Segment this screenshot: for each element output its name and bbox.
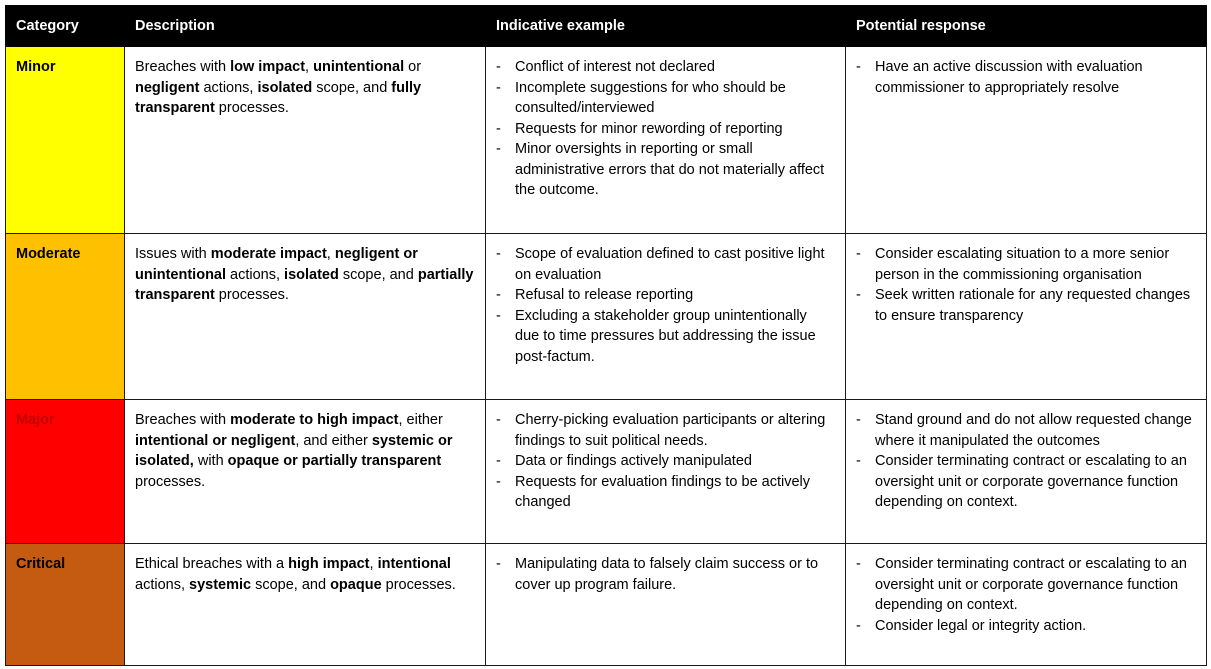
example-list [496, 554, 835, 595]
response-item: - Consider terminating contract or escalating to an oversight unit or corporate governance function depending on context. [856, 451, 1196, 513]
description-emphasis: intentional [377, 556, 451, 572]
description-emphasis: negligent or unintentional [135, 246, 418, 283]
description-emphasis: low impact [230, 59, 306, 75]
example-cell [486, 400, 846, 544]
description-run: , either [398, 412, 443, 428]
response-list [856, 57, 1196, 98]
table-row-minor [6, 47, 1207, 234]
description-cell [125, 47, 486, 234]
description-text [135, 556, 456, 593]
example-item: - Refusal to release reporting [496, 285, 835, 306]
response-cell [846, 544, 1207, 666]
example-item: - Manipulating data to falsely claim success or to cover up program failure. [496, 554, 835, 595]
header-example: Indicative example [486, 6, 846, 47]
description-run: actions, [226, 266, 285, 283]
response-item: - Stand ground and do not allow requested change where it manipulated the outcomes [856, 410, 1196, 451]
response-cell [846, 47, 1207, 234]
description-cell [125, 400, 486, 544]
ethics-breach-table-container [5, 5, 1206, 663]
description-emphasis: moderate to high impact [230, 412, 399, 428]
description-run: scope, and [338, 266, 418, 283]
table-row-major [6, 400, 1207, 544]
response-item: - Have an active discussion with evaluation commissioner to appropriately resolve [856, 57, 1196, 98]
example-item: - Minor oversights in reporting or small administrative errors that do not materially affect the outcome. [496, 139, 835, 201]
description-run: with [193, 453, 228, 469]
header-category: Category [6, 6, 125, 47]
description-run: scope, and [251, 576, 331, 593]
response-item: - Seek written rationale for any requested changes to ensure transparency [856, 285, 1196, 326]
description-emphasis: negligent [135, 79, 200, 96]
example-cell [486, 234, 846, 400]
description-run: Breaches with [135, 412, 231, 428]
description-run: , [305, 59, 314, 75]
description-run: , [326, 246, 335, 262]
response-item: - Consider terminating contract or escalating to an oversight unit or corporate governance function depending on context. [856, 554, 1196, 616]
description-emphasis: fully transparent [135, 79, 422, 116]
description-run: processes. [214, 287, 289, 303]
description-run: Issues with [135, 246, 211, 262]
example-list [496, 410, 835, 513]
header-response: Potential response [846, 6, 1207, 47]
example-cell [486, 544, 846, 666]
response-item: - Consider legal or integrity action. [856, 616, 1196, 637]
description-run: , and either [295, 432, 372, 449]
example-item: - Excluding a stakeholder group unintentionally due to time pressures but addressing the issue post-factum. [496, 306, 835, 368]
description-run: processes. [135, 473, 206, 490]
description-emphasis: unintentional [313, 59, 405, 75]
example-item: - Requests for minor rewording of reporting [496, 119, 835, 140]
description-run: Ethical breaches with a [135, 556, 289, 572]
description-emphasis: opaque [330, 576, 382, 593]
category-cell-major: Major [6, 400, 125, 544]
description-emphasis: partially transparent [135, 266, 474, 303]
description-emphasis: isolated [284, 266, 339, 283]
response-cell [846, 400, 1207, 544]
description-run: or [404, 59, 422, 75]
description-cell [125, 234, 486, 400]
ethics-breach-table [5, 5, 1207, 666]
description-emphasis: systemic [189, 576, 252, 593]
description-text [135, 246, 473, 303]
description-text [135, 412, 453, 490]
description-run: processes. [381, 576, 456, 593]
response-list [856, 244, 1196, 326]
description-emphasis: high impact [288, 556, 370, 572]
description-emphasis: isolated [257, 79, 313, 96]
description-run: actions, [135, 576, 189, 593]
description-cell [125, 544, 486, 666]
example-item: - Incomplete suggestions for who should be consulted/interviewed [496, 78, 835, 119]
description-run: actions, [199, 79, 258, 96]
example-list [496, 244, 835, 367]
example-item: - Requests for evaluation findings to be actively changed [496, 472, 835, 513]
category-cell-critical: Critical [6, 544, 125, 666]
category-cell-minor: Minor [6, 47, 125, 234]
response-list [856, 410, 1196, 513]
description-run: , [369, 556, 378, 572]
description-run: Breaches with [135, 59, 231, 75]
response-item: - Consider escalating situation to a more senior person in the commissioning organisation [856, 244, 1196, 285]
response-list [856, 554, 1196, 636]
description-emphasis: moderate impact [210, 246, 327, 262]
example-cell [486, 47, 846, 234]
description-text [135, 59, 421, 116]
header-description: Description [125, 6, 486, 47]
example-item: - Cherry-picking evaluation participants or altering findings to suit political needs. [496, 410, 835, 451]
table-row-critical [6, 544, 1207, 666]
table-row-moderate [6, 234, 1207, 400]
example-item: - Scope of evaluation defined to cast positive light on evaluation [496, 244, 835, 285]
description-run: processes. [214, 100, 289, 116]
example-item: - Conflict of interest not declared [496, 57, 835, 78]
category-cell-moderate: Moderate [6, 234, 125, 400]
example-item: - Data or findings actively manipulated [496, 451, 835, 472]
response-cell [846, 234, 1207, 400]
header-row [6, 6, 1207, 47]
description-emphasis: intentional or negligent [135, 432, 296, 449]
description-run: scope, and [312, 79, 392, 96]
example-list [496, 57, 835, 201]
description-emphasis: opaque or partially transparent [227, 453, 442, 469]
description-emphasis: systemic or isolated, [135, 432, 453, 469]
